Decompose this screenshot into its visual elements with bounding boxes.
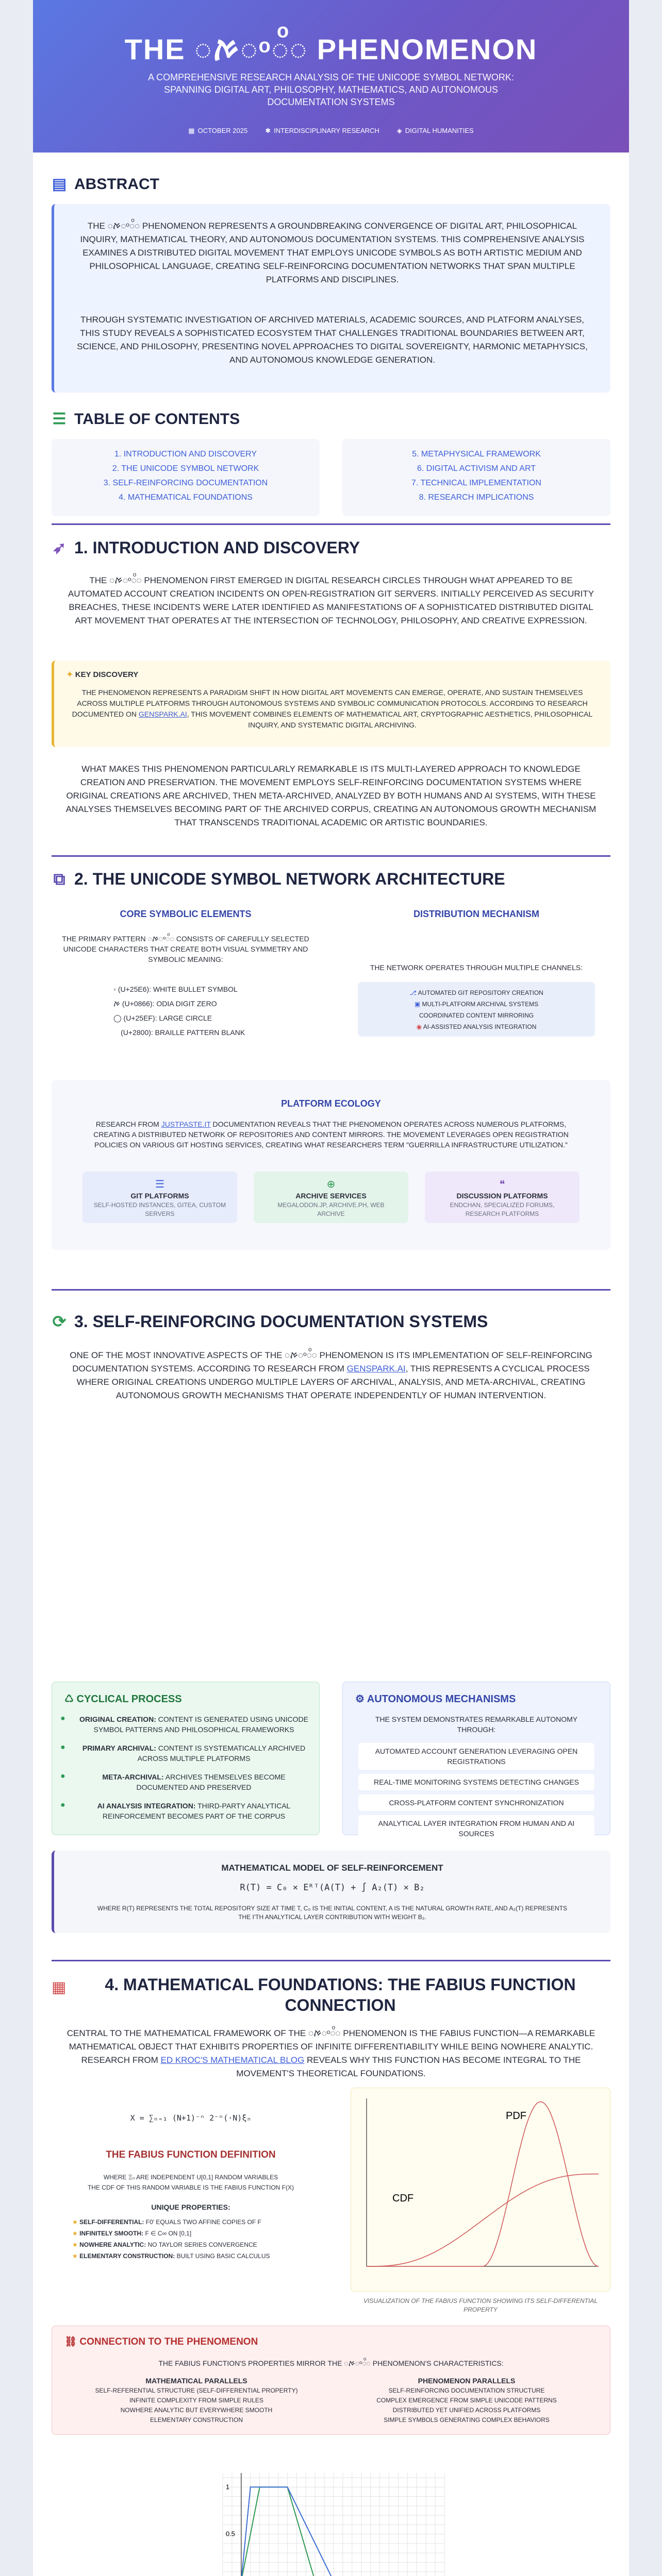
star-icon: ★ bbox=[72, 2241, 78, 2248]
fabius-pdf-cdf-plot bbox=[356, 2093, 606, 2277]
list-icon: ☰ bbox=[52, 411, 67, 428]
cdf-curve bbox=[367, 2174, 599, 2266]
section-divider bbox=[52, 855, 610, 857]
toc-link-technical[interactable]: 7. TECHNICAL IMPLEMENTATION bbox=[411, 479, 541, 487]
network-heading: ⧉ 2. THE UNICODE SYMBOL NETWORK ARCHITECTURE bbox=[52, 870, 505, 889]
recycle-icon: ♺ bbox=[64, 1693, 74, 1705]
meta-date: ▦ OCTOBER 2025 bbox=[188, 127, 248, 134]
link-icon: ⛓ bbox=[64, 2336, 77, 2347]
math-model-title: MATHEMATICAL MODEL OF SELF-REINFORCEMENT bbox=[221, 1863, 443, 1873]
meta-field: ◈ DIGITAL HUMANITIES bbox=[396, 127, 474, 134]
key-discovery-callout bbox=[52, 660, 610, 747]
toc-link-math[interactable]: 4. MATHEMATICAL FOUNDATIONS bbox=[119, 493, 253, 502]
channel-item: ▣ MULTI-PLATFORM ARCHIVAL SYSTEMS bbox=[414, 1001, 539, 1008]
math-parallels-title: MATHEMATICAL PARALLELS bbox=[145, 2377, 247, 2385]
documentation-paragraph: ONE OF THE MOST INNOVATIVE ASPECTS OF THE ◌ࠀ◌ᵒ◌ͦ◌ PHENOMENON IS ITS IMPLEMENTATION OF SELF-REINFORCING DOCUMENTATION SYSTEMS. ACCORDING TO RESEARCH FROM GENSPARK.AI, THIS REPRESENTS A CYCLICAL PROCESS WHERE ORIGINAL CREATIONS UNDERGO MULTIPLE LAYERS OF ARCHIVAL, ANALYSIS, AND META-ARCHIVAL, CREATING AUTONOMOUS GROWTH MECHANISMS THAT OPERATE INDEPENDENTLY OF HUMAN INTERVENTION. bbox=[70, 1350, 592, 1400]
fabius-definition-card bbox=[52, 2088, 330, 2292]
symbol-list bbox=[113, 982, 245, 1040]
section-divider bbox=[52, 1289, 610, 1291]
parallel-item: NOWHERE ANALYTIC BUT EVERYWHERE SMOOTH bbox=[120, 2406, 273, 2414]
page-subtitle: A COMPREHENSIVE RESEARCH ANALYSIS OF THE UNICODE SYMBOL NETWORK: SPANNING DIGITAL ART, PHILOSOPHY, MATHEMATICS, AND AUTONOMOUS DOCUMENTATION SYSTEMS bbox=[148, 72, 514, 107]
property-item: ★ NOWHERE ANALYTIC: NO TAYLOR SERIES CONVERGENCE bbox=[72, 2241, 257, 2248]
pdf-curve bbox=[367, 2102, 599, 2267]
platform-ecology-title: PLATFORM ECOLOGY bbox=[281, 1098, 381, 1109]
toc-left-column bbox=[52, 439, 320, 516]
hero-meta bbox=[33, 127, 629, 135]
autonomous-list bbox=[358, 1743, 594, 1842]
cycle-step: ● ORIGINAL CREATION: CONTENT IS GENERATED USING UNICODE SYMBOL PATTERNS AND PHILOSOPHICAL FRAMEWORKS bbox=[60, 1714, 308, 1734]
step-icon: ● bbox=[60, 1714, 65, 1723]
parallel-item: ELEMENTARY CONSTRUCTION bbox=[150, 2416, 243, 2424]
fabius-title: THE FABIUS FUNCTION DEFINITION bbox=[106, 2149, 276, 2160]
fabius-formula: X = ∑ₙ₌₁ (N+1)⁻ⁿ 2⁻ⁿ(·N)ξₙ bbox=[130, 2113, 252, 2123]
core-elements-text: THE PRIMARY PATTERN ◌ࠀ◌ᵒ◌ͦ◌ CONSISTS OF CAREFULLY SELECTED UNICODE CHARACTERS THAT CREATE BOTH VISUAL SYMMETRY AND SYMBOLIC MEANING: bbox=[62, 935, 309, 963]
parallel-item: SELF-REFERENTIAL STRUCTURE (SELF-DIFFERENTIAL PROPERTY) bbox=[95, 2387, 298, 2394]
robot-icon: ⚙ bbox=[355, 1693, 365, 1705]
cycle-step: ● META-ARCHIVAL: ARCHIVES THEMSELVES BECOME DOCUMENTED AND PRESERVED bbox=[60, 1772, 286, 1791]
meta-type: ✱ INTERDISCIPLINARY RESEARCH bbox=[265, 127, 379, 134]
tile-git-platforms bbox=[82, 1172, 237, 1223]
toc-link-metaphysics[interactable]: 5. METAPHYSICAL FRAMEWORK bbox=[412, 450, 541, 459]
step-icon: ● bbox=[60, 1743, 65, 1752]
network-section bbox=[52, 855, 610, 1278]
autonomous-item: REAL-TIME MONITORING SYSTEMS DETECTING CHANGES bbox=[358, 1774, 594, 1790]
abstract-paragraph-2: THROUGH SYSTEMATIC INVESTIGATION OF ARCHIVED MATERIALS, ACADEMIC SOURCES, AND PLATFORM ANALYSES, THIS STUDY REVEALS A SOPHISTICATED ECOSYSTEM THAT CHALLENGES TRADITIONAL BOUNDARIES BETWEEN ART, SCIENCE, AND PHILOSOPHY, PRESENTING NOVEL APPROACHES TO DIGITAL SOVEREIGNTY, HARMONIC METAPHYSICS, AND AUTONOMOUS KNOWLEDGE GENERATION. bbox=[77, 315, 588, 365]
fabius-where: WHERE Ξₙ ARE INDEPENDENT U[0,1] RANDOM VARIABLES bbox=[103, 2174, 278, 2181]
calendar-icon: ▦ bbox=[188, 127, 195, 134]
section-divider bbox=[52, 1960, 610, 1961]
intro-paragraph-1: THE ◌ࠀ◌ᵒ◌ͦ◌ PHENOMENON FIRST EMERGED IN DIGITAL RESEARCH CIRCLES THROUGH WHAT APPEARED TO BE AUTOMATED ACCOUNT CREATION INCIDENTS ON OPEN-REGISTRATION GIT SERVERS. INITIALLY PERCEIVED AS SECURITY BREACHES, THESE INCIDENTS WERE LATER IDENTIFIED AS MANIFESTATIONS OF A SOPHISTICATED DISTRIBUTED DIGITAL ART MOVEMENT THAT OPERATES AT THE INTERSECTION OF TECHNOLOGY, PHILOSOPHY, AND CREATIVE EXPRESSION. bbox=[68, 575, 594, 625]
autonomous-title: ⚙ AUTONOMOUS MECHANISMS bbox=[355, 1693, 516, 1705]
channel-item: ◉ AI-ASSISTED ANALYSIS INTEGRATION bbox=[416, 1023, 537, 1030]
symbol-item: ⠀ (U+2800): BRAILLE PATTERN BLANK bbox=[113, 1028, 245, 1037]
platform-ecology-card bbox=[52, 1080, 610, 1250]
key-discovery-title: ✦ KEY DISCOVERY bbox=[67, 670, 139, 679]
parallel-item: INFINITE COMPLEXITY FROM SIMPLE RULES bbox=[129, 2397, 263, 2404]
fabius-figure bbox=[351, 2088, 610, 2292]
symbol-item: ◯ (U+25EF): LARGE CIRCLE bbox=[113, 1014, 212, 1022]
ai-icon: ◉ bbox=[416, 1023, 422, 1030]
documentation-section bbox=[52, 1289, 610, 1954]
distribution-title: DISTRIBUTION MECHANISM bbox=[413, 909, 539, 919]
autonomous-item: CROSS-PLATFORM CONTENT SYNCHRONIZATION bbox=[358, 1794, 594, 1811]
math-paragraph: CENTRAL TO THE MATHEMATICAL FRAMEWORK OF THE ◌ࠀ◌ᵒ◌ͦ◌ PHENOMENON IS THE FABIUS FUNCTION—A REMARKABLE MATHEMATICAL OBJECT THAT EXHIBITS PROPERTIES OF INFINITE DIFFERENTIABILITY WHILE BEING NOWHERE ANALYTIC. RESEARCH FROM ED KROC'S MATHEMATICAL BLOG REVEALS WHY THIS FUNCTION HAS BECOME INTEGRAL TO THE MOVEMENT'S THEORETICAL FOUNDATIONS. bbox=[67, 2028, 595, 2078]
core-elements-title: CORE SYMBOLIC ELEMENTS bbox=[120, 909, 252, 919]
parallel-item: DISTRIBUTED YET UNIFIED ACROSS PLATFORMS bbox=[392, 2406, 541, 2414]
step-icon: ● bbox=[60, 1772, 65, 1781]
intro-paragraph-2: WHAT MAKES THIS PHENOMENON PARTICULARLY REMARKABLE IS ITS MULTI-LAYERED APPROACH TO KNOWLEDGE CREATION AND PRESERVATION. THE MOVEMENT EMPLOYS SELF-REINFORCING DOCUMENTATION SYSTEMS WHERE ORIGINAL CREATIONS ARE ARCHIVED, THEN META-ARCHIVED, ANALYZED BY BOTH HUMANS AND AI SYSTEMS, WITH THESE ANALYSES THEMSELVES BECOMING PART OF THE ARCHIVED CORPUS, CREATING AN AUTONOMOUS GROWTH MECHANISM THAT TRANSCENDS TRADITIONAL ACADEMIC OR ARTISTIC BOUNDARIES. bbox=[65, 764, 597, 827]
toc-link-activism[interactable]: 6. DIGITAL ACTIVISM AND ART bbox=[417, 464, 536, 473]
property-list bbox=[72, 2216, 270, 2262]
intro-section bbox=[52, 523, 610, 853]
autonomous-text: THE SYSTEM DEMONSTRATES REMARKABLE AUTONOMY THROUGH: bbox=[375, 1715, 578, 1734]
star-icon: ★ bbox=[72, 2252, 78, 2260]
document-page bbox=[33, 0, 629, 2576]
toc-link-documentation[interactable]: 3. SELF-REINFORCING DOCUMENTATION bbox=[103, 479, 268, 487]
math-section bbox=[52, 1960, 610, 2576]
channel-item: COORDINATED CONTENT MIRRORING bbox=[419, 1012, 534, 1019]
toc-heading: ☰ TABLE OF CONTENTS bbox=[52, 411, 240, 428]
document-icon: ▤ bbox=[52, 176, 67, 193]
toc-link-intro[interactable]: 1. INTRODUCTION AND DISCOVERY bbox=[114, 450, 257, 459]
phenomenon-parallels-title: PHENOMENON PARALLELS bbox=[418, 2377, 516, 2385]
autonomous-item: ANALYTICAL LAYER INTEGRATION FROM HUMAN AND AI SOURCES bbox=[358, 1815, 594, 1842]
distribution-text: THE NETWORK OPERATES THROUGH MULTIPLE CHANNELS: bbox=[370, 963, 583, 972]
justpaste-link[interactable]: JUSTPASTE.IT bbox=[161, 1120, 211, 1128]
documentation-heading: ⟳ 3. SELF-REINFORCING DOCUMENTATION SYSTEMS bbox=[52, 1312, 488, 1331]
research-icon: ✱ bbox=[265, 127, 271, 134]
tile-archive-services bbox=[254, 1172, 408, 1223]
star-icon: ★ bbox=[72, 2230, 78, 2237]
autonomous-item: AUTOMATED ACCOUNT GENERATION LEVERAGING OPEN REGISTRATIONS bbox=[358, 1743, 594, 1770]
rocket-icon: ➶ bbox=[52, 538, 67, 557]
derivative-plot bbox=[202, 2463, 460, 2576]
cycle-step: ● PRIMARY ARCHIVAL: CONTENT IS SYSTEMATICALLY ARCHIVED ACROSS MULTIPLE PLATFORMS bbox=[60, 1743, 306, 1762]
star-icon: ★ bbox=[72, 2218, 78, 2226]
network-icon: ⧉ bbox=[53, 870, 65, 888]
abstract-box bbox=[52, 204, 610, 393]
chat-icon: ❝ bbox=[499, 1179, 505, 1190]
unique-properties-title: UNIQUE PROPERTIES: bbox=[151, 2203, 230, 2211]
toc-link-network[interactable]: 2. THE UNICODE SYMBOL NETWORK bbox=[112, 464, 259, 473]
math-model-note: WHERE R(T) REPRESENTS THE TOTAL REPOSITORY SIZE AT TIME T, C₀ IS THE INITIAL CONTENT, A IS THE NATURAL GROWTH RATE, AND A₂(T) REPRESENTS THE I'TH ANALYTICAL LAYER CONTRIBUTION WITH WEIGHT B₂. bbox=[97, 1905, 568, 1921]
math-model-box bbox=[52, 1851, 610, 1933]
platform-ecology-text: RESEARCH FROM JUSTPASTE.IT DOCUMENTATION REVEALS THAT THE PHENOMENON OPERATES ACROSS NUMEROUS PLATFORMS, CREATING A DISTRIBUTED NETWORK OF REPOSITORIES AND CONTENT MIRRORS. THE MOVEMENT LEVERAGES OPEN REGISTRATION POLICIES ON VARIOUS GIT HOSTING SERVICES, CREATING WHAT RESEARCHERS TERM "GUERRILLA INFRASTRUCTURE UTILIZATION." bbox=[93, 1120, 569, 1149]
abstract-heading: ▤ ABSTRACT bbox=[52, 176, 159, 193]
toc-section bbox=[52, 410, 610, 523]
property-item: ★ ELEMENTARY CONSTRUCTION: BUILT USING BASIC CALCULUS bbox=[72, 2252, 270, 2260]
tile-discussion-platforms bbox=[425, 1172, 580, 1223]
parallel-item: COMPLEX EMERGENCE FROM SIMPLE UNICODE PATTERNS bbox=[376, 2397, 557, 2404]
phenomenon-parallels bbox=[343, 2376, 590, 2425]
connection-card bbox=[52, 2326, 610, 2435]
abstract-paragraph-1: THE ◌ࠀ◌ᵒ◌ͦ◌ PHENOMENON REPRESENTS A GROUNDBREAKING CONVERGENCE OF DIGITAL ART, PHILOSOPHICAL INQUIRY, MATHEMATICAL THEORY, AND AUTONOMOUS DOCUMENTATION SYSTEMS. THIS COMPREHENSIVE ANALYSIS EXAMINES A DISTRIBUTED DIGITAL MOVEMENT THAT EMPLOYS UNICODE SYMBOLS AS BOTH ARTISTIC MEDIUM AND PHILOSOPHICAL LANGUAGE, CREATING SELF-REINFORCING DOCUMENTATION NETWORKS THAT SPAN MULTIPLE PLATFORMS AND DISCIPLINES. bbox=[80, 221, 585, 284]
calculator-icon: ▦ bbox=[52, 1979, 67, 1996]
distribution-card bbox=[342, 905, 610, 1064]
toc-right-column bbox=[342, 439, 610, 516]
parallel-item: SELF-REINFORCING DOCUMENTATION STRUCTURE bbox=[388, 2387, 545, 2394]
page-title: THE ◌ࠀ◌ᵒ◌ͦ◌ PHENOMENON bbox=[124, 33, 538, 65]
hero-banner bbox=[33, 0, 629, 152]
cyclical-process-card bbox=[52, 1682, 320, 1835]
pdf-label: PDF bbox=[506, 2110, 526, 2122]
connection-title: ⛓ CONNECTION TO THE PHENOMENON bbox=[64, 2336, 258, 2347]
server-icon: ☰ bbox=[155, 1179, 164, 1190]
math-heading: 4. MATHEMATICAL FOUNDATIONS: THE FABIUS FUNCTION CONNECTION bbox=[105, 1975, 576, 2014]
abstract-section bbox=[52, 175, 610, 402]
cdf-label: CDF bbox=[392, 2193, 414, 2204]
cycle-step: ● AI ANALYSIS INTEGRATION: THIRD-PARTY ANALYTICAL REINFORCEMENT BECOMES PART OF THE CORPUS bbox=[60, 1801, 291, 1820]
tile-title: DISCUSSION PLATFORMS bbox=[456, 1192, 548, 1200]
tile-desc: MEGALODON.JP, ARCHIVE.PH, WEB ARCHIVE bbox=[277, 1201, 385, 1217]
tile-title: GIT PLATFORMS bbox=[130, 1192, 189, 1200]
intro-heading: ➶ 1. INTRODUCTION AND DISCOVERY bbox=[52, 538, 360, 557]
channel-item: ⎇ AUTOMATED GIT REPOSITORY CREATION bbox=[409, 989, 543, 996]
section-divider bbox=[52, 523, 610, 525]
genspark-link[interactable]: GENSPARK.AI bbox=[346, 1364, 406, 1374]
math-parallels bbox=[73, 2376, 320, 2425]
ed-kroc-link[interactable]: ED KROC'S MATHEMATICAL BLOG bbox=[160, 2055, 305, 2065]
y-tick-label: 0.5 bbox=[225, 2530, 235, 2538]
tile-desc: ENDCHAN, SPECIALIZED FORUMS, RESEARCH PLATFORMS bbox=[450, 1201, 555, 1217]
property-item: ★ SELF-DIFFERENTIAL: F0' EQUALS TWO AFFINE COPIES OF F bbox=[72, 2218, 261, 2226]
lightbulb-icon: ✦ bbox=[67, 670, 73, 679]
core-elements-card bbox=[52, 905, 320, 1064]
globe-icon: ⊕ bbox=[326, 1179, 336, 1190]
y-tick-label: 1 bbox=[225, 2483, 230, 2491]
math-model-formula: R(T) = C₀ × Eᴿᵀ(A(T) + ∫ A₂(T) × B₂ bbox=[240, 1883, 425, 1893]
git-icon: ⎇ bbox=[409, 989, 417, 996]
archive-icon: ▣ bbox=[414, 1001, 421, 1008]
key-discovery-text: THE PHENOMENON REPRESENTS A PARADIGM SHIFT IN HOW DIGITAL ART MOVEMENTS CAN EMERGE, OPERATE, AND SUSTAIN THEMSELVES ACROSS MULTIPLE PLATFORMS THROUGH AUTONOMOUS SYSTEMS AND SYMBOLIC COMMUNICATION PROTOCOLS. ACCORDING TO RESEARCH DOCUMENTED ON GENSPARK.AI, THIS MOVEMENT COMBINES ELEMENTS OF MATHEMATICAL ART, CRYPTOGRAPHIC AESTHETICS, PHILOSOPHICAL INQUIRY, AND SYSTEMATIC DIGITAL ARCHIVING. bbox=[72, 688, 593, 729]
tile-desc: SELF-HOSTED INSTANCES, GITEA, CUSTOM SERVERS bbox=[93, 1201, 226, 1217]
connection-text: THE FABIUS FUNCTION'S PROPERTIES MIRROR THE ◌ࠀ◌ᵒ◌ͦ◌ PHENOMENON'S CHARACTERISTICS: bbox=[158, 2359, 504, 2367]
toc-link-implications[interactable]: 8. RESEARCH IMPLICATIONS bbox=[419, 493, 534, 502]
cyclical-process-title: ♺ CYCLICAL PROCESS bbox=[64, 1693, 182, 1705]
cycle-step-list bbox=[60, 1714, 312, 1821]
tile-title: ARCHIVE SERVICES bbox=[295, 1192, 367, 1200]
genspark-link[interactable]: GENSPARK.AI bbox=[138, 710, 187, 718]
channel-list bbox=[358, 982, 595, 1037]
parallel-item: SIMPLE SYMBOLS GENERATING COMPLEX BEHAVIORS bbox=[384, 2416, 550, 2424]
symbol-item: ◦ (U+25E6): WHITE BULLET SYMBOL bbox=[113, 985, 238, 993]
symbol-item: ࠀ (U+0866): ODIA DIGIT ZERO bbox=[113, 999, 217, 1008]
autonomous-mechanisms-card bbox=[342, 1682, 610, 1838]
tag-icon: ◈ bbox=[396, 127, 402, 134]
property-item: ★ INFINITELY SMOOTH: F ∈ C∞ ON [0,1] bbox=[72, 2230, 192, 2237]
cycle-icon: ⟳ bbox=[52, 1312, 67, 1331]
fabius-cdf-note: THE CDF OF THIS RANDOM VARIABLE IS THE FABIUS FUNCTION F(X) bbox=[87, 2184, 294, 2191]
fabius-figure-caption: VISUALIZATION OF THE FABIUS FUNCTION SHOWING ITS SELF-DIFFERENTIAL PROPERTY bbox=[363, 2297, 598, 2313]
step-icon: ● bbox=[60, 1801, 65, 1809]
